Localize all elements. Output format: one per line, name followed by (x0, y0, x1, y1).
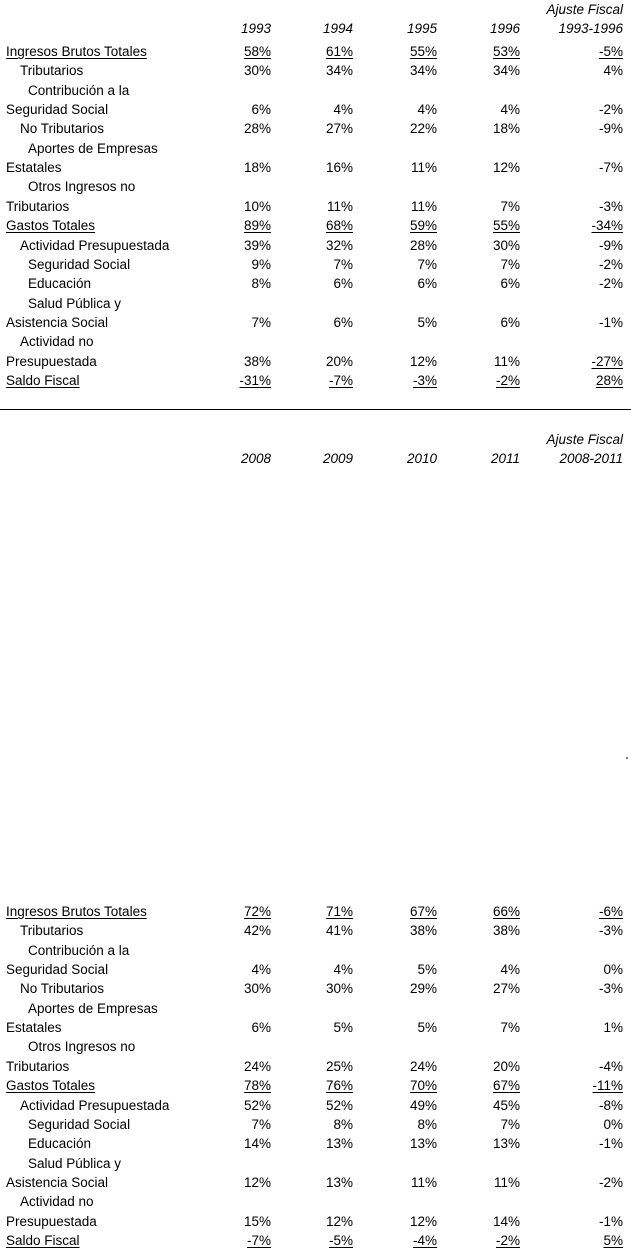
year-value: 12% (243, 1174, 271, 1190)
year-value: 22% (409, 121, 437, 137)
year-header: 1993 (240, 21, 271, 36)
year-value: 6% (333, 276, 353, 292)
year-value: 13% (492, 1136, 520, 1152)
year-value: 13% (325, 1174, 353, 1190)
year-value: -31% (239, 372, 271, 388)
year-value: 72% (243, 904, 271, 919)
adjust-value: -1% (598, 1136, 623, 1152)
year-value: 52% (243, 1097, 271, 1113)
year-value: 7% (500, 256, 520, 272)
year-value: 61% (325, 44, 353, 59)
year-value: 5% (417, 962, 437, 978)
adjust-value: 0% (603, 962, 623, 978)
year-value: 78% (243, 1078, 271, 1094)
adjust-value: -2% (598, 102, 623, 118)
year-value: 8% (251, 276, 271, 292)
row-label: Educación (28, 276, 92, 292)
row-label: Actividad no (20, 334, 94, 350)
adjust-value: 28% (595, 372, 623, 388)
year-value: 30% (492, 237, 520, 253)
year-value: 20% (325, 353, 353, 369)
year-value: 55% (492, 218, 520, 234)
year-value: 7% (251, 314, 271, 330)
adjust-value: -2% (598, 256, 623, 272)
adjust-value: -5% (598, 44, 623, 59)
year-value: 41% (325, 923, 353, 939)
row-label: Saldo Fiscal (6, 1232, 80, 1248)
year-value: 71% (325, 904, 353, 919)
year-value: -3% (412, 372, 437, 388)
adjust-header-line1: Ajuste Fiscal (546, 432, 623, 447)
adjust-value: -34% (591, 218, 623, 234)
year-value: 68% (325, 218, 353, 234)
year-value: 53% (492, 44, 520, 59)
year-value: 5% (333, 1020, 353, 1036)
adjust-value: -9% (598, 121, 623, 137)
year-value: 13% (409, 1136, 437, 1152)
year-value: 45% (492, 1097, 520, 1113)
year-value: 6% (251, 102, 271, 118)
row-label: Asistencia Social (6, 1174, 109, 1190)
year-value: 34% (409, 63, 437, 79)
table-divider (0, 409, 631, 410)
year-value: 30% (325, 981, 353, 997)
year-value: 49% (409, 1097, 437, 1113)
year-value: 27% (325, 121, 353, 137)
row-label: Estatales (6, 160, 62, 176)
adjust-value: 0% (603, 1116, 623, 1132)
year-value: 67% (492, 1078, 520, 1094)
year-value: 11% (410, 160, 437, 176)
year-value: 11% (410, 198, 437, 214)
year-value: 7% (251, 1116, 271, 1132)
year-value: 30% (243, 981, 271, 997)
row-label: Ingresos Brutos Totales (6, 44, 147, 59)
year-value: 34% (492, 63, 520, 79)
year-value: 12% (409, 1213, 437, 1229)
adjust-value: -3% (598, 198, 623, 214)
row-label: Actividad no (20, 1194, 94, 1210)
row-label: Actividad Presupuestada (20, 237, 170, 253)
adjust-value: -2% (598, 276, 623, 292)
adjust-value: -7% (598, 160, 623, 176)
year-header: 1996 (489, 21, 520, 36)
year-value: 6% (500, 314, 520, 330)
year-value: -2% (495, 372, 520, 388)
adjust-value: -3% (598, 981, 623, 997)
year-value: 12% (409, 353, 437, 369)
year-value: 4% (417, 102, 437, 118)
year-value: 38% (409, 923, 437, 939)
year-value: 18% (243, 160, 271, 176)
year-value: 10% (243, 198, 271, 214)
row-label: Actividad Presupuestada (20, 1097, 170, 1113)
year-value: 6% (500, 276, 520, 292)
row-label: No Tributarios (20, 981, 105, 997)
year-value: 42% (243, 923, 271, 939)
row-label: Presupuestada (6, 1213, 97, 1229)
row-label: Gastos Totales (6, 218, 96, 234)
row-label: Tributarios (6, 1058, 70, 1074)
row-label: Ingresos Brutos Totales (6, 904, 147, 919)
adjust-value: -9% (598, 237, 623, 253)
row-label: Seguridad Social (28, 1116, 131, 1132)
year-value: 38% (243, 353, 271, 369)
year-value: 38% (492, 923, 520, 939)
row-label: Otros Ingresos no (28, 1039, 136, 1055)
year-value: 15% (243, 1213, 271, 1229)
year-value: 66% (492, 904, 520, 919)
year-value: -7% (328, 372, 353, 388)
year-header: 1994 (322, 21, 353, 36)
row-label: Educación (28, 1136, 92, 1152)
year-value: 32% (325, 237, 353, 253)
row-label: Contribución a la (28, 942, 130, 958)
row-label: Tributarios (20, 923, 84, 939)
row-label: Contribución a la (28, 82, 130, 98)
year-value: 20% (492, 1058, 520, 1074)
year-value: -2% (495, 1232, 520, 1248)
year-value: 58% (243, 44, 271, 59)
year-value: 8% (333, 1116, 353, 1132)
year-value: -4% (412, 1232, 437, 1248)
year-value: 6% (251, 1020, 271, 1036)
year-value: 14% (492, 1213, 520, 1229)
year-value: 4% (251, 962, 271, 978)
year-value: 55% (409, 44, 437, 59)
year-value: 11% (326, 198, 353, 214)
row-label: Estatales (6, 1020, 62, 1036)
year-value: 14% (243, 1136, 271, 1152)
adjust-value: -2% (598, 1174, 623, 1190)
adjust-value: 1% (603, 1020, 623, 1036)
row-label: Saldo Fiscal (6, 372, 80, 388)
year-value: 4% (500, 102, 520, 118)
year-value: 7% (333, 256, 353, 272)
year-value: 11% (493, 1174, 520, 1190)
year-value: 89% (243, 218, 271, 234)
adjust-header-line2: 2008-2011 (559, 451, 623, 466)
year-value: 28% (409, 237, 437, 253)
year-value: 24% (409, 1058, 437, 1074)
year-value: 30% (243, 63, 271, 79)
year-value: 8% (417, 1116, 437, 1132)
year-value: 25% (325, 1058, 353, 1074)
row-label: Asistencia Social (6, 314, 109, 330)
row-label: Aportes de Empresas (28, 140, 158, 156)
year-value: 7% (500, 1116, 520, 1132)
year-header: 2010 (406, 451, 437, 466)
year-value: 34% (325, 63, 353, 79)
adjust-value: -11% (592, 1078, 623, 1094)
adjust-value: 5% (603, 1232, 623, 1248)
year-value: 7% (500, 1020, 520, 1036)
year-value: 5% (417, 1020, 437, 1036)
row-label: Salud Pública y (28, 1155, 122, 1171)
year-value: 4% (500, 962, 520, 978)
year-value: 52% (325, 1097, 353, 1113)
year-value: 39% (243, 237, 271, 253)
year-value: 16% (325, 160, 353, 176)
year-value: 12% (325, 1213, 353, 1229)
row-label: No Tributarios (20, 121, 105, 137)
row-label: Tributarios (6, 198, 70, 214)
year-value: 29% (409, 981, 437, 997)
row-label: Otros Ingresos no (28, 179, 136, 195)
year-value: -5% (328, 1232, 353, 1248)
year-value: 11% (410, 1174, 437, 1190)
stray-mark (626, 757, 628, 759)
adjust-value: -1% (598, 314, 623, 330)
year-value: 7% (500, 198, 520, 214)
year-header: 2009 (322, 451, 353, 466)
row-label: Presupuestada (6, 353, 97, 369)
year-value: 6% (333, 314, 353, 330)
adjust-value: -3% (598, 923, 623, 939)
year-value: 24% (243, 1058, 271, 1074)
year-value: 67% (409, 904, 437, 919)
row-label: Seguridad Social (6, 102, 109, 118)
year-value: 7% (417, 256, 437, 272)
adjust-value: 4% (603, 63, 623, 79)
year-value: 6% (417, 276, 437, 292)
row-label: Aportes de Empresas (28, 1000, 158, 1016)
year-value: 4% (333, 962, 353, 978)
year-value: 13% (325, 1136, 353, 1152)
year-value: -7% (246, 1232, 271, 1248)
adjust-value: -27% (591, 353, 623, 369)
adjust-value: -1% (598, 1213, 623, 1229)
adjust-header-line2: 1993-1996 (558, 21, 623, 36)
year-value: 12% (492, 160, 520, 176)
year-value: 27% (492, 981, 520, 997)
year-value: 9% (251, 256, 271, 272)
adjust-value: -6% (598, 904, 623, 919)
year-header: 1995 (406, 21, 437, 36)
row-label: Salud Pública y (28, 295, 122, 311)
adjust-value: -4% (598, 1058, 623, 1074)
year-value: 70% (409, 1078, 437, 1094)
adjust-value: -8% (598, 1097, 623, 1113)
row-label: Gastos Totales (6, 1078, 96, 1094)
year-value: 18% (492, 121, 520, 137)
year-value: 5% (417, 314, 437, 330)
row-label: Seguridad Social (28, 256, 131, 272)
row-label: Tributarios (20, 63, 84, 79)
row-label: Seguridad Social (6, 962, 109, 978)
year-value: 11% (493, 353, 520, 369)
year-value: 4% (333, 102, 353, 118)
year-value: 59% (409, 218, 437, 234)
adjust-header-line1: Ajuste Fiscal (546, 2, 623, 17)
year-header: 2011 (490, 451, 520, 466)
year-value: 28% (243, 121, 271, 137)
year-value: 76% (325, 1078, 353, 1094)
year-header: 2008 (240, 451, 271, 466)
